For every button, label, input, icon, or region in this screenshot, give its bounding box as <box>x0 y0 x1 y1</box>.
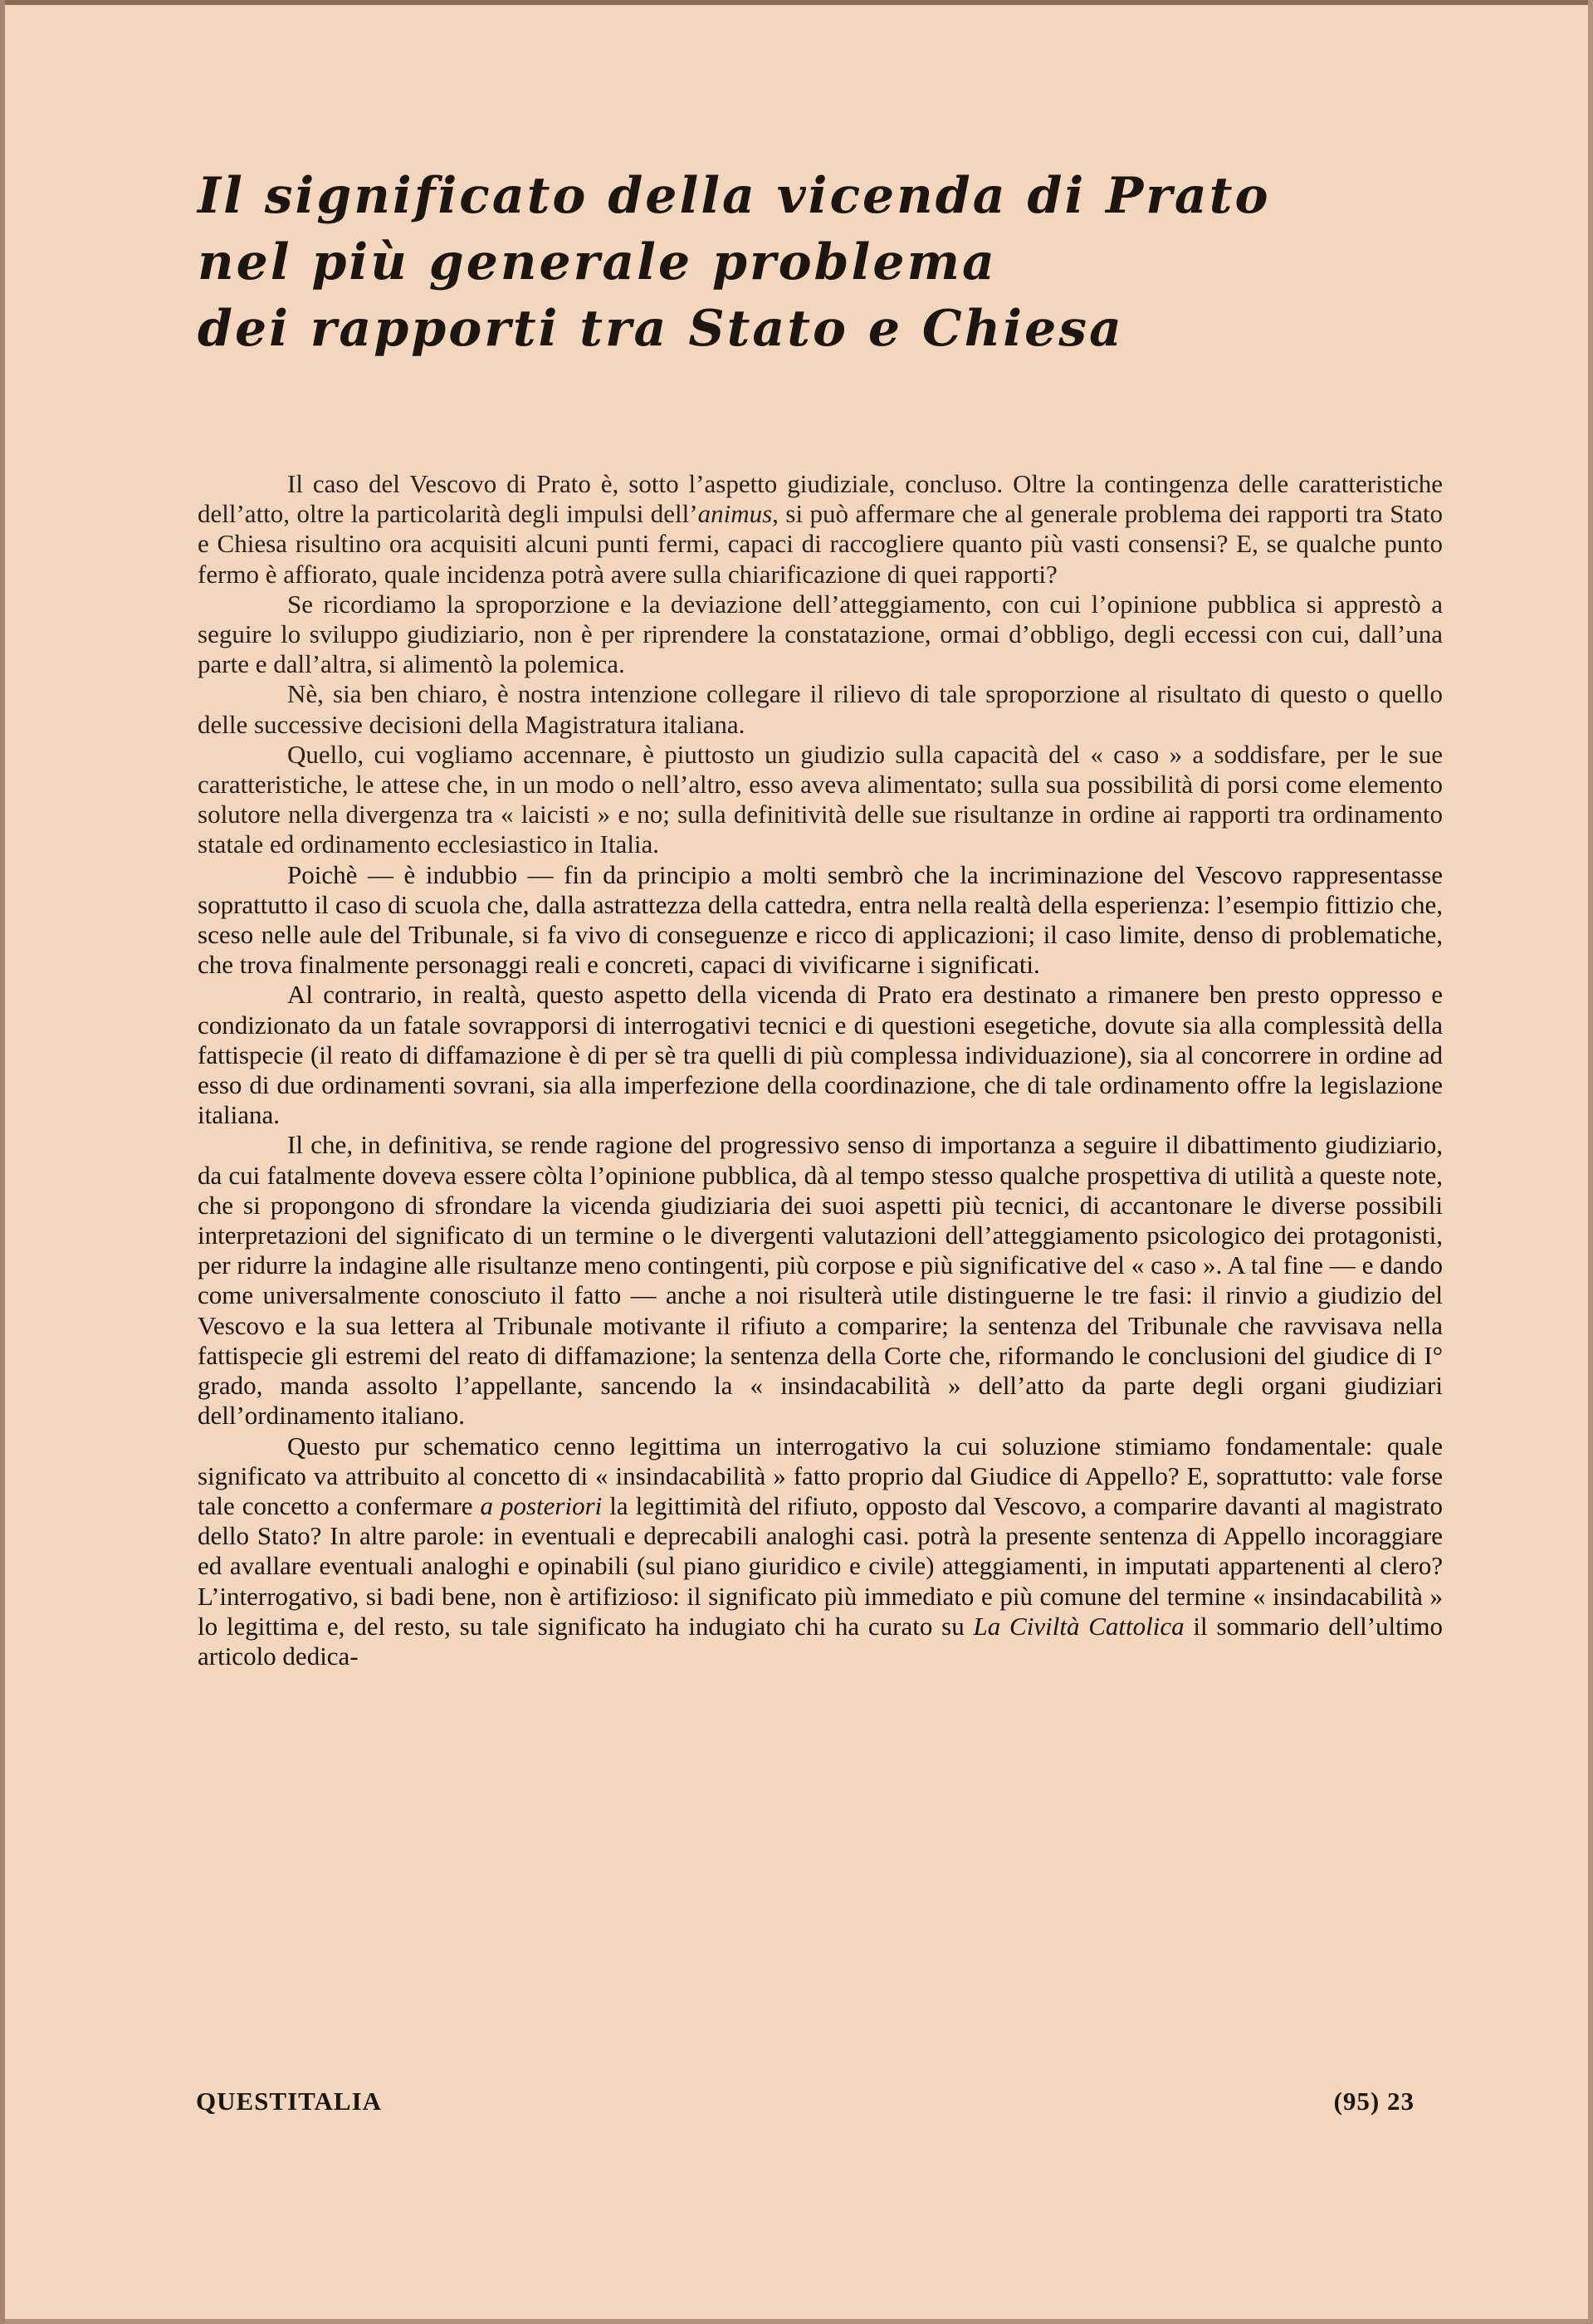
article-title <box>198 163 1476 362</box>
text-run: la legittimità del rifiuto, opposto dal Vescovo, a comparire davanti al magistrato dello Stato? In altre parole: in eventuali e deprecabili analoghi casi. potrà la presente sentenza di Appello incoraggiare ed avallare eventuali analoghi e opinabili (sul piano giuridico e civile) atteggiamenti, in imputati appartenenti al clero? L’interrogativo, si badi bene, non è artifizioso: il significato più immediato e più comune del termine « insindacabilità » lo legittima e, del resto, su tale significato ha indugiato chi ha curato su <box>198 1490 1443 1641</box>
text-run: Questo pur schematico cenno legittima un interrogativo la cui soluzione stimiamo fondamentale: quale significato va attribuito al concetto di « insindacabilità » fatto proprio dal Giudice di Appello? E, soprattutto: vale forse tale concetto a confermare <box>198 1431 1443 1520</box>
italic-journal-title: La Civiltà Cattolica <box>973 1611 1185 1641</box>
scan-border-top <box>0 0 1593 5</box>
paragraph-8 <box>198 1431 1443 1672</box>
scan-border-left <box>0 0 5 2324</box>
paragraph-3: Nè, sia ben chiaro, è nostra intenzione collegare il rilievo di tale sproporzione al risultato di questo o quello delle successive decisioni della Magistratura italiana. <box>198 679 1443 739</box>
text-run: , si può affermare che al generale problema dei rapporti tra Stato e Chiesa risultino ora acquisiti alcuni punti fermi, capaci di raccogliere quanto più vasti consensi? E, se qualche punto fermo è affiorato, quale incidenza potrà avere sulla chiarificazione di quei rapporti? <box>198 499 1443 589</box>
article-body <box>198 469 1443 1671</box>
scan-border-bottom <box>0 2319 1593 2324</box>
paragraph-7: Il che, in definitiva, se rende ragione del progressivo senso di importanza a seguire il dibattimento giudiziario, da cui fatalmente doveva essere còlta l’opinione pubblica, dà al tempo stesso qualche prospettiva di utilità a queste note, che si propongono di sfrondare la vicenda giudiziaria dei suoi aspetti più tecnici, di accantonare le diverse possibili interpretazioni del significato di un termine o le divergenti valutazioni dell’atteggiamento psicologico dei protagonisti, per ridurre la indagine alle risultanze meno contingenti, più corpose e più significative del « caso ». A tal fine — e dando come universalmente conosciuto il fatto — anche a noi risulterà utile distinguerne le tre fasi: il rinvio a giudizio del Vescovo e la sua lettera al Tribunale motivante il rifiuto a comparire; la sentenza del Tribunale che ravvisava nella fattispecie gli estremi del reato di diffamazione; la sentenza della Corte che, riformando le conclusioni del giudice di I° grado, manda assolto l’appellante, sancendo la « insindacabilità » dell’atto da parte degli organi giudiziari dell’ordinamento italiano. <box>198 1130 1443 1431</box>
text-run: il sommario dell’ultimo articolo dedica- <box>198 1611 1443 1671</box>
footer-page-number: (95) 23 <box>1333 2087 1415 2116</box>
footer-magazine-name: QUESTITALIA <box>196 2087 383 2116</box>
paragraph-5: Poichè — è indubbio — fin da principio a molti sembrò che la incriminazione del Vescovo rappresentasse soprattutto il caso di scuola che, dalla astrattezza della cattedra, entra nella realtà della esperienza: l’esempio fittizio che, sceso nelle aule del Tribunale, si fa vivo di conseguenze e ricco di applicazioni; il caso limite, denso di problematiche, che trova finalmente personaggi reali e concreti, capaci di vivificarne i significati. <box>198 859 1443 980</box>
italic-term: animus <box>697 499 773 529</box>
paragraph-4: Quello, cui vogliamo accennare, è piuttosto un giudizio sulla capacità del « caso » a soddisfare, per le sue caratteristiche, le attese che, in un modo o nell’altro, esso aveva alimentato; sulla sua possibilità di porsi come elemento solutore nella divergenza tra « laicisti » e no; sulla definitività delle sue risultanze in ordine ai rapporti tra ordinamento statale ed ordinamento ecclesiastico in Italia. <box>198 739 1443 859</box>
title-line-2: nel più generale problema <box>198 233 997 291</box>
paragraph-1 <box>198 469 1443 590</box>
paragraph-2: Se ricordiamo la sproporzione e la deviazione dell’atteggiamento, con cui l’opinione pubblica si apprestò a seguire lo sviluppo giudiziario, non è per riprendere la constatazione, ormai d’obbligo, degli eccessi con cui, dall’una parte e dall’altra, si alimentò la polemica. <box>198 589 1443 679</box>
text-run: Il caso del Vescovo di Prato è, sotto l’aspetto giudiziale, concluso. Oltre la contingenza delle caratteristiche dell’atto, oltre la particolarità degli impulsi dell’ <box>198 469 1443 529</box>
italic-term: a posteriori <box>480 1490 603 1520</box>
title-line-1: Il significato della vicenda di Prato <box>198 167 1271 225</box>
paragraph-6: Al contrario, in realtà, questo aspetto della vicenda di Prato era destinato a rimanere ben presto oppresso e condizionato da un fatale sovrapporsi di interrogativi tecnici e di questioni esegetiche, dovute sia alla complessità della fattispecie (il reato di diffamazione è di per sè tra quelli di più complessa individuazione), sia al concorrere in ordine ad esso di due ordinamenti sovrani, sia alla imperfezione della coordinazione, che di tale ordinamento offre la legislazione italiana. <box>198 980 1443 1130</box>
scan-border-right <box>1588 0 1593 2324</box>
title-line-3: dei rapporti tra Stato e Chiesa <box>198 300 1124 358</box>
